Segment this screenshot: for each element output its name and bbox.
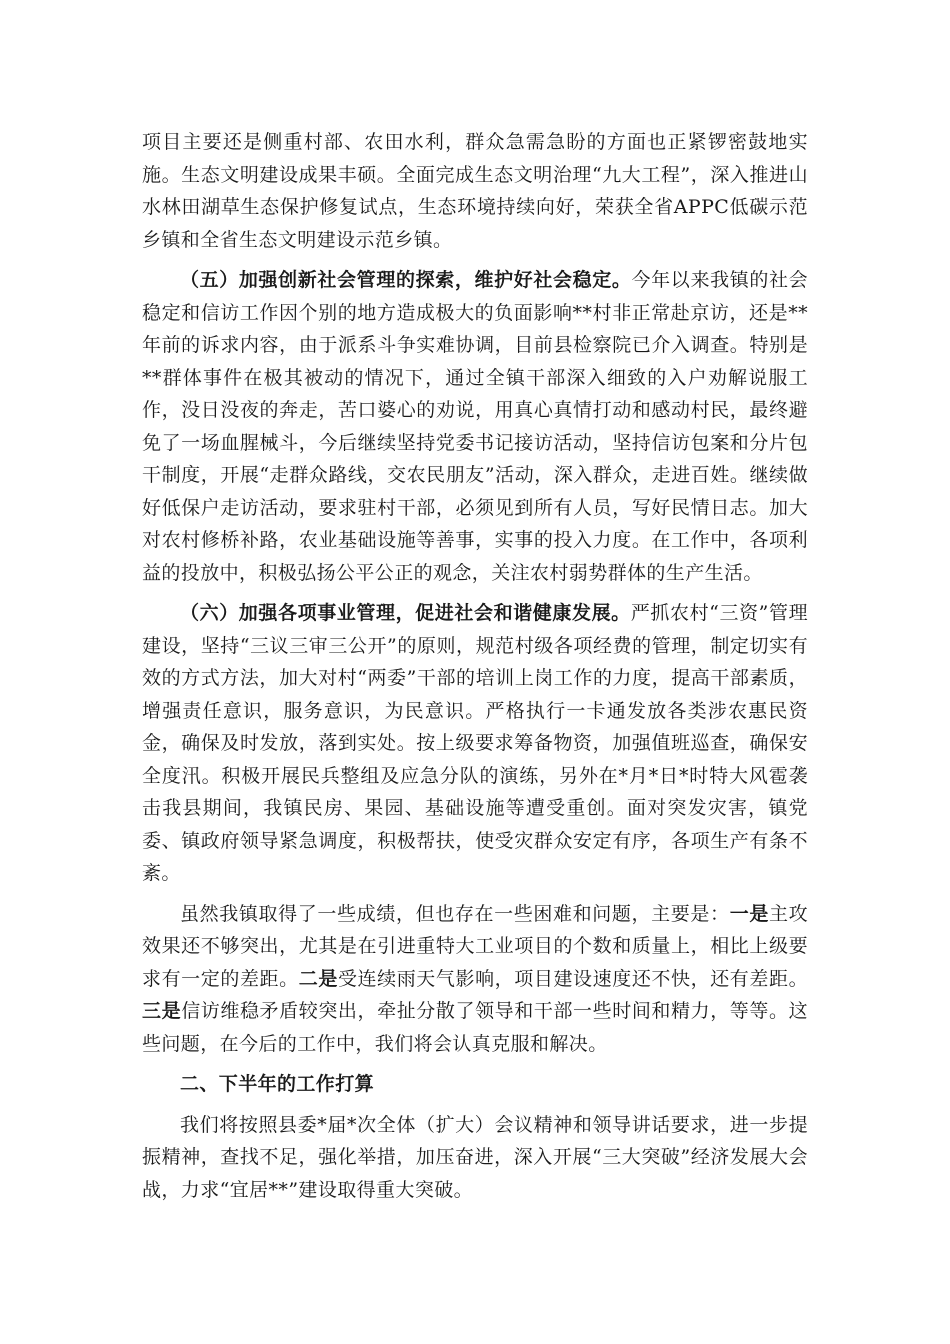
- section-heading-second-half: 二、下半年的工作打算: [180, 1073, 375, 1095]
- paragraph-text: 项目主要还是侧重村部、农田水利，群众急需急盼的方面也正紧锣密鼓地实施。生态文明建设成果丰硕。全面完成生态文明治理“九大工程”，深入推进山水林田湖草生态保护修复试点，生态环境持续向好，荣获全省APPC低碳示范乡镇和全省生态文明建设示范乡镇。: [142, 131, 808, 251]
- section-heading-five: （五）加强创新社会管理的探索，维护好社会稳定。: [180, 269, 632, 291]
- document-page: [142, 126, 808, 1214]
- paragraph-text: 信访维稳矛盾较突出，牵扯分散了领导和干部一些时间和精力，等等。这些问题，在今后的工作中，我们将会认真克服和解决。: [142, 1000, 808, 1055]
- paragraph-text: 我们将按照县委*届*次全体（扩大）会议精神和领导讲话要求，进一步提振精神，查找不足，强化举措，加压奋进，深入开展“三大突破”经济发展大会战，力求“宜居**”建设取得重大突破。: [142, 1113, 808, 1201]
- paragraph-social-management: [142, 264, 808, 589]
- paragraph-affairs-management: [142, 597, 808, 890]
- point-label-two: 二是: [298, 967, 338, 990]
- paragraph-text: 严抓农村“三资”管理建设，坚持“三议三审三公开”的原则，规范村级各项经费的管理，制定切实有效的方式方法，加大对村“两委”干部的培训上岗工作的力度，提高干部素质，增强责任意识，服务意识，为民意识。严格执行一卡通发放各类涉农惠民资金，确保及时发放，落到实处。按上级要求筹备物资，加强值班巡查，确保安全度汛。积极开展民兵整组及应急分队的演练，另外在*月*日*时特大风雹袭击我县期间，我镇民房、果园、基础设施等遭受重创。面对突发灾害，镇党委、镇政府领导紧急调度，积极帮扶，使受灾群众安定有序，各项生产有条不紊。: [142, 602, 808, 884]
- section-heading-six: （六）加强各项事业管理，促进社会和谐健康发展。: [180, 602, 631, 624]
- paragraph-problems: [142, 898, 808, 1061]
- paragraph-ecology: [142, 126, 808, 256]
- paragraph-text: 今年以来我镇的社会稳定和信访工作因个别的地方造成极大的负面影响**村非正常赴京访，还是**年前的诉求内容，由于派系斗争实难协调，目前县检察院已介入调查。特别是**群体事件在极其被动的情况下，通过全镇干部深入细致的入户劝解说服工作，没日没夜的奔走，苦口婆心的劝说，用真心真情打动和感动村民，最终避免了一场血腥械斗，今后继续坚持党委书记接访活动，坚持信访包案和分片包干制度，开展“走群众路线，交农民朋友”活动，深入群众，走进百姓。继续做好低保户走访活动，要求驻村干部，必须见到所有人员，写好民情日志。加大对农村修桥补路，农业基础设施等善事，实事的投入力度。在工作中，各项利益的投放中，积极弘扬公平公正的观念，关注农村弱势群体的生产生活。: [142, 269, 809, 584]
- paragraph-text: 受连续雨天气影响，项目建设速度还不快，还有差距。: [337, 967, 808, 990]
- paragraph-text: 主攻效果还不够突出，尤其是在引进重特大工业项目的个数和质量上，相比上级要求有一定的差距。: [142, 902, 808, 990]
- point-label-one: 一是: [729, 902, 769, 925]
- paragraph-text: 虽然我镇取得了一些成绩，但也存在一些困难和问题，主要是：: [180, 902, 730, 925]
- paragraph-plans: [142, 1109, 808, 1207]
- point-label-three: 三是: [142, 1000, 182, 1022]
